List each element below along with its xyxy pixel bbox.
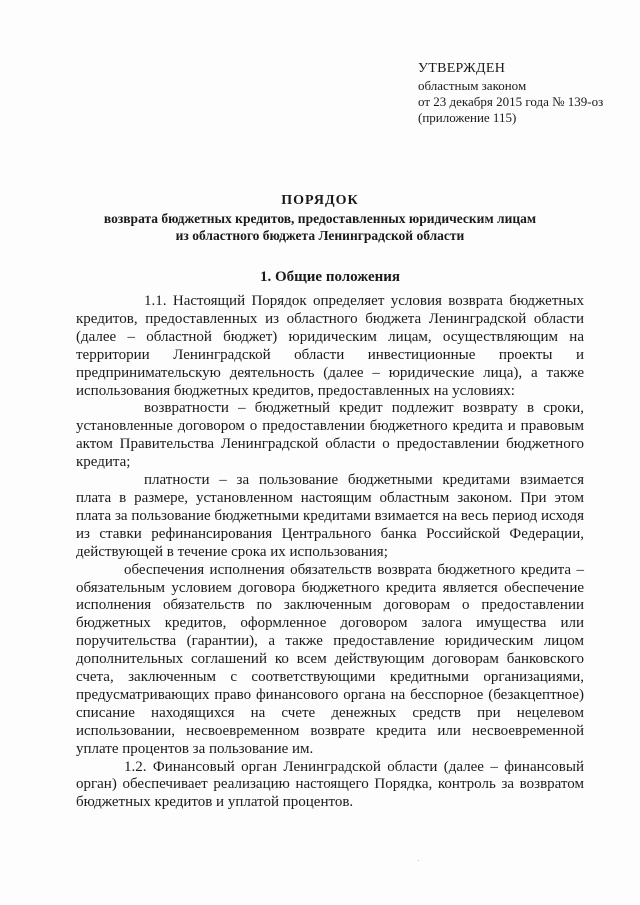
document-body (76, 293, 584, 812)
paragraph: 1.2. Финансовый орган Ленинградской области (далее – финансовый орган) обеспечивает реализацию настоящего Порядка, контроль за возвратом бюджетных кредитов и уплатой процентов. (76, 758, 584, 811)
approval-heading: УТВЕРЖДЕН (418, 61, 506, 76)
approval-stamp (418, 60, 628, 126)
paragraph: 1.1. Настоящий Порядок определяет условия возврата бюджетных кредитов, предоставленных из областного бюджета Ленинградской области (далее – областной бюджет) юридическим лицам, осуществляющим на территории Ленинградской области инвестиционные проекты и предпринимательскую деятельность (далее – юридические лица), а также использования бюджетных кредитов, предоставленных на условиях: (76, 293, 584, 399)
scan-artifact (418, 860, 419, 861)
paragraph: возвратности – бюджетный кредит подлежит возврату в сроки, установленные договором о предоставлении бюджетного кредита и правовым актом Правительства Ленинградской области о предоставлении бюджетного кредита; (76, 400, 584, 471)
title-subtitle: возврата бюджетных кредитов, предоставленных юридическим лицам (103, 211, 537, 226)
document-title (80, 192, 560, 244)
paragraph: платности – за пользование бюджетными кредитами взимается плата в размере, установленном настоящим областным законом. При этом плата за пользование бюджетными кредитами взимается на весь период исходя из ставки рефинансирования Центрального банка Российской Федерации, действующей в течение срока их использования; (76, 472, 584, 560)
approval-line: областным законом (418, 78, 527, 93)
approval-line: (приложение 115) (418, 110, 517, 125)
section-heading: 1. Общие положения (259, 269, 401, 285)
title-subtitle: из областного бюджета Ленинградской области (175, 228, 465, 243)
paragraph: обеспечения исполнения обязательств возврата бюджетного кредита – обязательным условием договора бюджетного кредита является обеспечение исполнения обязательств по заключенным договорам о предоставлении бюджетных кредитов, оформленное договором залога имущества или поручительства (гарантии), а также предоставление юридическим лицом дополнительных соглашений ко всем действующим договорам банковского счета, заключенным с соответствующими кредитными организациями, предусматривающих право финансового органа на бесспорное (безакцептное) списание находящихся на счете денежных средств при нецелевом использовании, несвоевременном возврате кредита или несвоевременной уплате процентов за пользование им. (76, 561, 584, 757)
title-main: ПОРЯДОК (281, 193, 359, 208)
approval-line: от 23 декабря 2015 года № 139-оз (418, 94, 604, 109)
